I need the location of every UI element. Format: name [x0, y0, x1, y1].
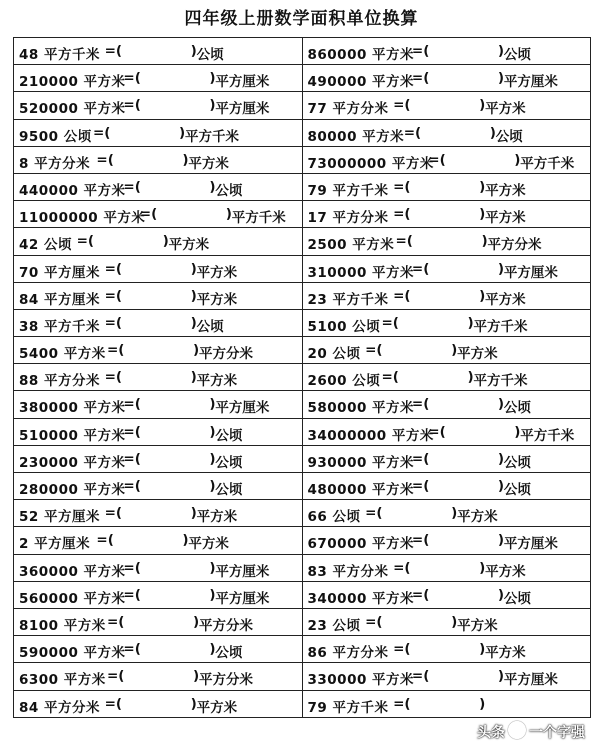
- question-row: [14, 690, 591, 717]
- target-unit: 公顷: [215, 645, 243, 662]
- answer-blank-close: ): [514, 151, 521, 168]
- question-cell-right: [302, 173, 591, 200]
- question-cell-right: [302, 581, 591, 608]
- question-expression: 860000 平方米: [307, 47, 415, 63]
- answer-blank-close: ): [467, 369, 474, 386]
- answer-blank-open: =(: [393, 559, 411, 576]
- question-cell-left: [14, 391, 303, 418]
- target-unit: 公顷: [215, 454, 243, 471]
- question-expression: 2 平方厘米: [19, 536, 91, 553]
- question-cell-right: [302, 309, 591, 336]
- target-unit: 公顷: [196, 47, 224, 63]
- target-unit: 平方米: [196, 699, 238, 716]
- target-unit: 公顷: [503, 590, 531, 607]
- target-unit: 平方分米: [199, 672, 253, 689]
- question-cell-left: [14, 527, 303, 554]
- answer-blank-close: ): [451, 505, 458, 522]
- answer-blank-open: =(: [411, 668, 430, 685]
- answer-blank-close: ): [190, 43, 197, 59]
- question-expression: 520000 平方米: [19, 101, 126, 118]
- answer-blank-close: ): [209, 450, 216, 467]
- question-expression: 590000 平方米: [19, 645, 126, 662]
- target-unit: 公顷: [215, 482, 243, 498]
- answer-blank-open: =(: [393, 695, 411, 712]
- question-row: [14, 201, 591, 228]
- question-expression: 23 平方千米: [307, 291, 389, 308]
- question-expression: 510000 平方米: [19, 427, 126, 444]
- target-unit: 平方米: [457, 509, 498, 526]
- answer-blank-open: =(: [123, 559, 141, 576]
- question-expression: 86 平方分米: [307, 645, 389, 662]
- target-unit: 平方厘米: [503, 536, 558, 553]
- answer-blank-open: =(: [393, 287, 411, 304]
- answer-blank-open: =(: [123, 70, 141, 87]
- question-expression: 580000 平方米: [307, 400, 415, 417]
- answer-blank-open: =(: [411, 396, 430, 413]
- answer-blank-open: =(: [123, 423, 141, 440]
- question-row: [14, 228, 591, 255]
- question-expression: 42 公顷: [19, 237, 72, 254]
- watermark-author: 一个字强: [529, 725, 585, 741]
- question-expression: 360000 平方米: [19, 563, 126, 580]
- question-row: [14, 473, 591, 500]
- target-unit: 平方米: [188, 536, 229, 553]
- question-expression: 930000 平方米: [307, 454, 415, 471]
- question-cell-left: [14, 201, 303, 228]
- answer-blank-close: ): [479, 641, 486, 658]
- answer-blank-close: ): [209, 478, 216, 494]
- question-row: [14, 38, 591, 65]
- target-unit: 平方米: [168, 237, 210, 254]
- answer-blank-close: ): [497, 396, 505, 413]
- question-cell-right: [302, 92, 591, 119]
- question-cell-right: [302, 38, 591, 65]
- target-unit: 平方千米: [473, 318, 528, 335]
- question-cell-left: [14, 554, 303, 581]
- question-cell-right: [302, 201, 591, 228]
- answer-blank-close: ): [467, 314, 474, 331]
- answer-blank-close: ): [190, 314, 197, 331]
- target-unit: 平方米: [457, 617, 498, 634]
- question-expression: 380000 平方米: [19, 400, 126, 417]
- target-unit: 平方厘米: [215, 563, 270, 580]
- answer-blank-close: ): [225, 206, 232, 223]
- answer-blank-close: ): [497, 43, 505, 59]
- answer-blank-open: =(: [96, 532, 114, 549]
- target-unit: 平方千米: [520, 155, 575, 172]
- question-cell-right: [302, 690, 591, 717]
- question-expression: 340000 平方米: [307, 590, 415, 607]
- question-cell-left: [14, 255, 303, 282]
- question-row: [14, 445, 591, 472]
- answer-blank-open: =(: [393, 97, 411, 114]
- question-expression: 48 平方千米: [19, 47, 100, 63]
- question-cell-left: [14, 337, 303, 364]
- question-expression: 80000 平方米: [307, 128, 405, 145]
- answer-blank-open: =(: [107, 668, 125, 685]
- answer-blank-close: ): [489, 124, 496, 141]
- question-cell-right: [302, 445, 591, 472]
- question-row: [14, 500, 591, 527]
- question-expression: 34000000 平方米: [307, 427, 434, 444]
- question-expression: 490000 平方米: [307, 74, 415, 91]
- answer-blank-close: ): [193, 613, 200, 630]
- target-unit: 公顷: [215, 182, 243, 199]
- answer-blank-open: =(: [403, 124, 422, 141]
- answer-blank-open: =(: [411, 586, 430, 603]
- target-unit: 公顷: [495, 128, 523, 145]
- answer-blank-open: =(: [104, 287, 123, 304]
- question-expression: 23 公顷: [307, 617, 361, 634]
- answer-blank-open: =(: [139, 206, 158, 223]
- question-expression: 66 公顷: [307, 509, 361, 526]
- question-expression: 17 平方分米: [307, 210, 389, 227]
- target-unit: 平方厘米: [215, 74, 270, 91]
- answer-blank-close: ): [479, 97, 486, 114]
- question-cell-right: [302, 391, 591, 418]
- answer-blank-open: =(: [365, 342, 383, 359]
- answer-blank-close: ): [451, 613, 458, 630]
- question-cell-right: [302, 119, 591, 146]
- answer-blank-open: =(: [107, 342, 125, 359]
- target-unit: 平方千米: [231, 210, 286, 227]
- conversion-table-body: [14, 38, 591, 718]
- question-expression: 79 平方千米: [307, 699, 389, 716]
- answer-blank-open: =(: [123, 641, 141, 658]
- answer-blank-close: ): [190, 369, 197, 386]
- answer-blank-close: ): [190, 287, 197, 304]
- conversion-table: [13, 37, 591, 718]
- question-row: [14, 282, 591, 309]
- answer-blank-open: =(: [395, 233, 413, 250]
- question-expression: 230000 平方米: [19, 454, 126, 471]
- target-unit: 公顷: [215, 427, 243, 444]
- question-cell-left: [14, 282, 303, 309]
- watermark-prefix: 头条: [477, 725, 505, 741]
- answer-blank-close: ): [479, 178, 486, 195]
- answer-blank-open: =(: [428, 423, 446, 440]
- question-cell-right: [302, 418, 591, 445]
- question-cell-right: [302, 527, 591, 554]
- question-cell-right: [302, 146, 591, 173]
- target-unit: 平方米: [485, 563, 526, 580]
- question-expression: 480000 平方米: [307, 482, 415, 498]
- answer-blank-close: ): [209, 396, 216, 413]
- answer-blank-close: ): [182, 151, 189, 168]
- answer-blank-close: ): [479, 287, 486, 304]
- answer-blank-close: ): [209, 641, 216, 658]
- question-expression: 38 平方千米: [19, 318, 100, 335]
- answer-blank-close: ): [479, 206, 486, 223]
- answer-blank-close: ): [497, 260, 505, 277]
- answer-blank-close: ): [479, 695, 486, 712]
- question-cell-left: [14, 690, 303, 717]
- question-cell-right: [302, 473, 591, 500]
- question-expression: 280000 平方米: [19, 482, 126, 498]
- answer-blank-close: ): [209, 423, 216, 440]
- target-unit: 平方分米: [199, 346, 253, 363]
- answer-blank-open: =(: [428, 151, 446, 168]
- question-expression: 73000000 平方米: [307, 155, 434, 172]
- question-row: [14, 65, 591, 92]
- answer-blank-open: =(: [96, 151, 114, 168]
- target-unit: 公顷: [503, 482, 531, 498]
- question-expression: 210000 平方米: [19, 74, 126, 91]
- question-cell-left: [14, 146, 303, 173]
- question-row: [14, 608, 591, 635]
- answer-blank-open: =(: [393, 178, 411, 195]
- question-cell-right: [302, 554, 591, 581]
- answer-blank-close: ): [190, 260, 197, 277]
- answer-blank-open: =(: [123, 586, 141, 603]
- question-cell-left: [14, 119, 303, 146]
- target-unit: 平方分米: [199, 617, 253, 634]
- answer-blank-close: ): [497, 70, 505, 87]
- question-cell-left: [14, 608, 303, 635]
- answer-blank-open: =(: [123, 478, 141, 494]
- question-expression: 6300 平方米: [19, 672, 106, 689]
- answer-blank-open: =(: [411, 532, 430, 549]
- answer-blank-close: ): [162, 233, 169, 250]
- answer-blank-open: =(: [107, 613, 125, 630]
- question-row: [14, 527, 591, 554]
- answer-blank-close: ): [479, 559, 486, 576]
- question-row: [14, 418, 591, 445]
- question-cell-left: [14, 173, 303, 200]
- question-cell-right: [302, 500, 591, 527]
- answer-blank-open: =(: [411, 450, 430, 467]
- target-unit: 平方厘米: [215, 101, 270, 118]
- answer-blank-close: ): [193, 342, 200, 359]
- question-cell-left: [14, 92, 303, 119]
- answer-blank-close: ): [182, 532, 189, 549]
- target-unit: 平方千米: [185, 128, 239, 145]
- answer-blank-open: =(: [104, 260, 123, 277]
- answer-blank-open: =(: [104, 505, 123, 522]
- question-expression: 88 平方分米: [19, 373, 100, 390]
- target-unit: 平方厘米: [503, 264, 558, 281]
- question-row: [14, 663, 591, 690]
- answer-blank-close: ): [209, 559, 216, 576]
- question-row: [14, 337, 591, 364]
- question-row: [14, 173, 591, 200]
- question-row: [14, 391, 591, 418]
- answer-blank-close: ): [209, 178, 216, 195]
- answer-blank-open: =(: [411, 260, 430, 277]
- question-cell-right: [302, 608, 591, 635]
- answer-blank-close: ): [190, 505, 197, 522]
- question-cell-left: [14, 636, 303, 663]
- target-unit: 平方米: [196, 291, 238, 308]
- question-cell-right: [302, 636, 591, 663]
- answer-blank-open: =(: [411, 478, 430, 494]
- question-cell-left: [14, 364, 303, 391]
- question-cell-right: [302, 255, 591, 282]
- target-unit: 平方厘米: [215, 400, 270, 417]
- answer-blank-close: ): [193, 668, 200, 685]
- question-cell-left: [14, 445, 303, 472]
- answer-blank-close: ): [179, 124, 186, 141]
- target-unit: 平方分米: [487, 237, 542, 254]
- answer-blank-open: =(: [104, 695, 123, 712]
- question-cell-left: [14, 418, 303, 445]
- question-row: [14, 119, 591, 146]
- target-unit: 平方米: [485, 182, 526, 199]
- answer-blank-open: =(: [123, 178, 141, 195]
- question-expression: 77 平方分米: [307, 101, 389, 118]
- target-unit: 公顷: [196, 318, 224, 335]
- answer-blank-close: ): [190, 695, 197, 712]
- answer-blank-open: =(: [123, 450, 141, 467]
- question-cell-left: [14, 228, 303, 255]
- answer-blank-close: ): [451, 342, 458, 359]
- target-unit: 平方米: [485, 101, 526, 118]
- answer-blank-open: =(: [411, 43, 430, 59]
- target-unit: 平方米: [196, 509, 238, 526]
- answer-blank-open: =(: [104, 43, 123, 59]
- answer-blank-close: ): [209, 586, 216, 603]
- question-expression: 84 平方厘米: [19, 291, 100, 308]
- question-cell-left: [14, 663, 303, 690]
- target-unit: 平方米: [188, 155, 229, 172]
- answer-blank-close: ): [514, 423, 521, 440]
- answer-blank-close: ): [481, 233, 488, 250]
- target-unit: 平方千米: [520, 427, 575, 444]
- question-expression: 8100 平方米: [19, 617, 106, 634]
- answer-blank-open: =(: [123, 396, 141, 413]
- watermark: [477, 721, 585, 742]
- answer-blank-close: ): [497, 668, 505, 685]
- answer-blank-close: ): [209, 97, 216, 114]
- target-unit: 平方米: [485, 645, 526, 662]
- question-cell-left: [14, 309, 303, 336]
- question-row: [14, 636, 591, 663]
- target-unit: 平方米: [457, 346, 498, 363]
- answer-blank-open: =(: [393, 206, 411, 223]
- question-expression: 8 平方分米: [19, 155, 91, 172]
- question-cell-left: [14, 38, 303, 65]
- answer-blank-open: =(: [393, 641, 411, 658]
- question-cell-left: [14, 500, 303, 527]
- answer-blank-close: ): [497, 478, 505, 494]
- answer-blank-open: =(: [76, 233, 95, 250]
- question-expression: 11000000 平方米: [19, 210, 146, 227]
- question-row: [14, 364, 591, 391]
- question-row: [14, 554, 591, 581]
- target-unit: 平方厘米: [503, 672, 558, 689]
- answer-blank-close: ): [209, 70, 216, 87]
- question-row: [14, 581, 591, 608]
- question-expression: 84 平方分米: [19, 699, 100, 716]
- target-unit: 平方厘米: [215, 590, 270, 607]
- answer-blank-open: =(: [365, 613, 383, 630]
- question-expression: 330000 平方米: [307, 672, 415, 689]
- answer-blank-open: =(: [411, 70, 430, 87]
- question-expression: 2500 平方米: [307, 237, 395, 254]
- question-expression: 9500 公顷: [19, 128, 92, 145]
- question-expression: 2600 公顷: [307, 373, 381, 390]
- target-unit: 平方米: [196, 373, 238, 390]
- target-unit: 公顷: [503, 400, 531, 417]
- question-expression: 79 平方千米: [307, 182, 389, 199]
- target-unit: 公顷: [503, 454, 531, 471]
- question-cell-right: [302, 663, 591, 690]
- question-expression: 5400 平方米: [19, 346, 106, 363]
- answer-blank-close: ): [497, 532, 505, 549]
- question-cell-right: [302, 65, 591, 92]
- answer-blank-open: =(: [365, 505, 383, 522]
- question-row: [14, 146, 591, 173]
- answer-blank-open: =(: [104, 369, 123, 386]
- question-row: [14, 309, 591, 336]
- question-expression: 670000 平方米: [307, 536, 415, 553]
- question-expression: 5100 公顷: [307, 318, 381, 335]
- target-unit: 平方厘米: [503, 74, 558, 91]
- watermark-logo-icon: [508, 721, 526, 739]
- question-expression: 560000 平方米: [19, 590, 126, 607]
- target-unit: 公顷: [503, 47, 531, 63]
- question-cell-right: [302, 337, 591, 364]
- question-row: [14, 255, 591, 282]
- target-unit: 平方米: [196, 264, 238, 281]
- answer-blank-open: =(: [104, 314, 123, 331]
- question-cell-left: [14, 581, 303, 608]
- question-cell-left: [14, 473, 303, 500]
- question-expression: 52 平方厘米: [19, 509, 100, 526]
- target-unit: 平方米: [485, 210, 526, 227]
- worksheet-title: 四年级上册数学面积单位换算: [184, 9, 419, 29]
- answer-blank-close: ): [497, 586, 505, 603]
- answer-blank-close: ): [497, 450, 505, 467]
- question-expression: 20 公顷: [307, 346, 361, 363]
- answer-blank-open: =(: [93, 124, 111, 141]
- target-unit: 平方米: [485, 291, 526, 308]
- answer-blank-open: =(: [381, 369, 399, 386]
- question-expression: 70 平方厘米: [19, 264, 100, 281]
- answer-blank-open: =(: [381, 314, 399, 331]
- target-unit: 平方千米: [473, 373, 528, 390]
- question-row: [14, 92, 591, 119]
- question-cell-right: [302, 364, 591, 391]
- question-cell-right: [302, 282, 591, 309]
- question-expression: 83 平方分米: [307, 563, 389, 580]
- question-cell-right: [302, 228, 591, 255]
- question-expression: 440000 平方米: [19, 182, 126, 199]
- question-expression: 310000 平方米: [307, 264, 415, 281]
- question-cell-left: [14, 65, 303, 92]
- answer-blank-open: =(: [123, 97, 141, 114]
